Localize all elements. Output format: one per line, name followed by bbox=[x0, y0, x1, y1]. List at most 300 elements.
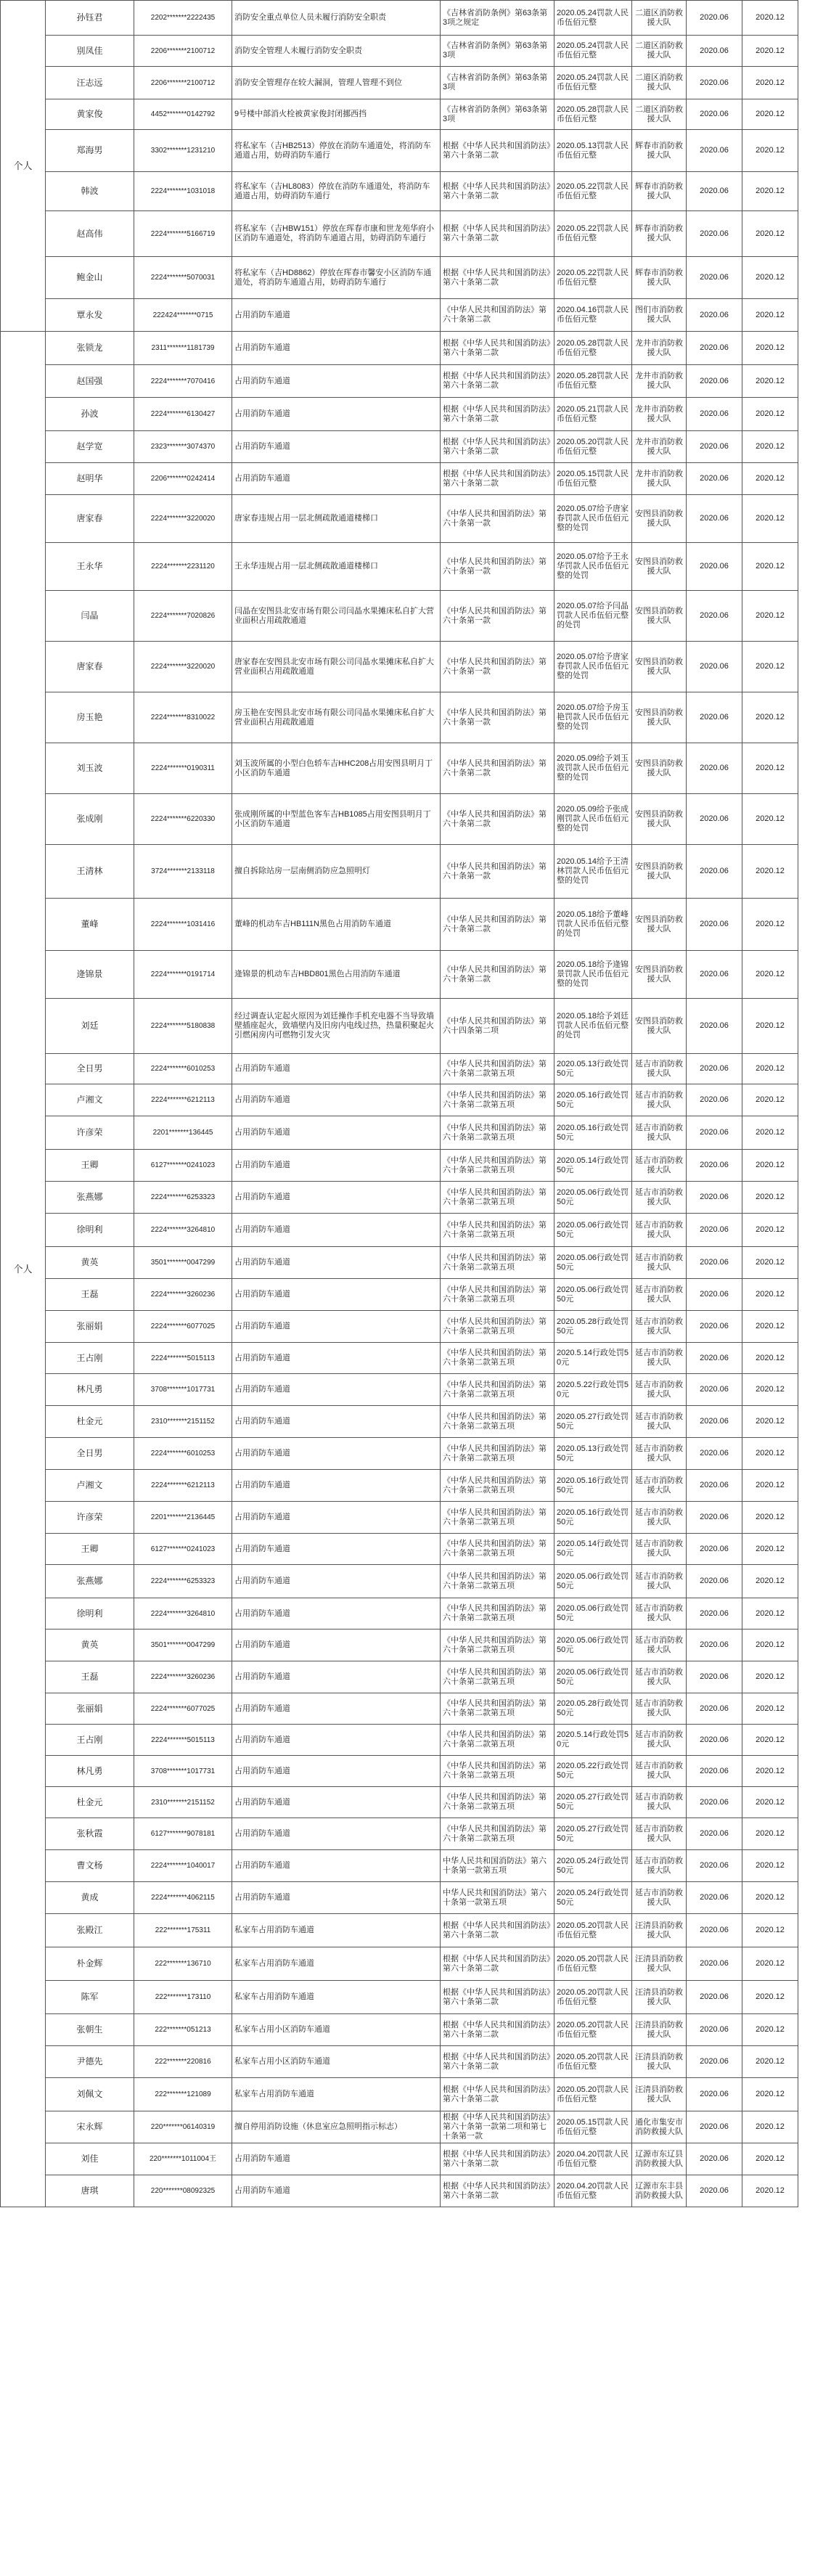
cell-name: 张燕娜 bbox=[46, 1565, 134, 1598]
cell-result: 2020.5.14行政处罚50元 bbox=[554, 1725, 632, 1756]
cell-name: 赵学宽 bbox=[46, 431, 134, 463]
cell-name: 张秋霞 bbox=[46, 1818, 134, 1850]
cell-result: 2020.05.06行政处罚50元 bbox=[554, 1247, 632, 1279]
table-row bbox=[1, 845, 798, 899]
table-row bbox=[1, 642, 798, 692]
cell-d2: 2020.12 bbox=[742, 398, 798, 431]
cell-id: 2224*******6010253 bbox=[134, 1054, 232, 1084]
cell-basis: 《中华人民共和国消防法》第六十条第二款第五项 bbox=[441, 1693, 554, 1725]
cell-d2: 2020.12 bbox=[742, 172, 798, 211]
cell-basis: 根据《中华人民共和国消防法》第六十条第二款 bbox=[441, 2078, 554, 2111]
cell-name: 朴金辉 bbox=[46, 1947, 134, 1981]
table-row bbox=[1, 36, 798, 67]
cell-result: 2020.05.14行政处罚50元 bbox=[554, 1534, 632, 1565]
cell-name: 王磊 bbox=[46, 1661, 134, 1693]
cell-id: 4452*******0142792 bbox=[134, 99, 232, 130]
cell-id: 3708*******1017731 bbox=[134, 1374, 232, 1406]
cell-fact: 占用消防车通道 bbox=[232, 332, 441, 365]
cell-fact: 将私家车（吉HBW151）停放在珲春市康和世龙苑华府小区消防车通道处，将消防车通道占用，妨碍消防车通行 bbox=[232, 211, 441, 257]
cell-org: 二道区消防救援大队 bbox=[632, 67, 687, 99]
cell-d1: 2020.06 bbox=[687, 2046, 742, 2078]
cell-name: 王清林 bbox=[46, 845, 134, 899]
cell-id: 2224*******3260236 bbox=[134, 1279, 232, 1311]
cell-name: 林凡勇 bbox=[46, 1374, 134, 1406]
cell-basis: 《中华人民共和国消防法》第六十条第二款第五项 bbox=[441, 1343, 554, 1374]
cell-fact: 将私家车（吉HL8083）停放在消防车通道处，将消防车通道占用，妨碍消防车通行 bbox=[232, 172, 441, 211]
cell-d2: 2020.12 bbox=[742, 431, 798, 463]
table-row bbox=[1, 743, 798, 794]
cell-d2: 2020.12 bbox=[742, 2078, 798, 2111]
cell-basis: 《中华人民共和国消防法》第六十条第二款第五项 bbox=[441, 1150, 554, 1182]
cell-id: 220*******08092325 bbox=[134, 2175, 232, 2207]
cell-name: 赵国强 bbox=[46, 365, 134, 398]
cell-d1: 2020.06 bbox=[687, 2175, 742, 2207]
cell-org: 汪清县消防救援大队 bbox=[632, 2078, 687, 2111]
cell-d1: 2020.06 bbox=[687, 743, 742, 794]
table-row bbox=[1, 1981, 798, 2014]
cell-result: 2020.05.14给予王清林罚款人民币伍佰元整的处罚 bbox=[554, 845, 632, 899]
cell-name: 全日男 bbox=[46, 1438, 134, 1470]
cell-name: 逄锦景 bbox=[46, 951, 134, 999]
cell-result: 2020.05.18给予董峰罚款人民币伍佰元整的处罚 bbox=[554, 899, 632, 951]
cell-id: 2224*******3264810 bbox=[134, 1598, 232, 1630]
cell-d2: 2020.12 bbox=[742, 1693, 798, 1725]
cell-id: 222*******136710 bbox=[134, 1947, 232, 1981]
cell-result: 2020.05.20罚款人民币伍佰元整 bbox=[554, 2078, 632, 2111]
cell-org: 安图县消防救援大队 bbox=[632, 999, 687, 1054]
cell-d1: 2020.06 bbox=[687, 1502, 742, 1534]
cell-result: 2020.05.06行政处罚50元 bbox=[554, 1598, 632, 1630]
cell-fact: 将私家车（吉HD8862）停放在珲春市馨安小区消防车通道处，将消防车通道占用，妨碍消防车通行 bbox=[232, 257, 441, 299]
cell-basis: 根据《中华人民共和国消防法》第六十条第二款 bbox=[441, 365, 554, 398]
cell-fact: 占用消防车通道 bbox=[232, 1661, 441, 1693]
cell-result: 2020.05.06行政处罚50元 bbox=[554, 1661, 632, 1693]
table-row bbox=[1, 1661, 798, 1693]
cell-name: 杜金元 bbox=[46, 1406, 134, 1438]
cell-id: 2206*******0242414 bbox=[134, 463, 232, 495]
cell-name: 唐家春 bbox=[46, 495, 134, 543]
cell-d1: 2020.06 bbox=[687, 1981, 742, 2014]
cell-d1: 2020.06 bbox=[687, 332, 742, 365]
cell-result: 2020.05.28罚款人民币伍佰元整 bbox=[554, 99, 632, 130]
cell-org: 延吉市消防救援大队 bbox=[632, 1279, 687, 1311]
table-row bbox=[1, 794, 798, 845]
cell-org: 延吉市消防救援大队 bbox=[632, 1182, 687, 1214]
cell-org: 通化市集安市消防救援大队 bbox=[632, 2111, 687, 2143]
cell-result: 2020.05.20罚款人民币伍佰元整 bbox=[554, 2014, 632, 2046]
cell-d2: 2020.12 bbox=[742, 1661, 798, 1693]
table-row bbox=[1, 2175, 798, 2207]
cell-id: 2224*******0190311 bbox=[134, 743, 232, 794]
cell-d2: 2020.12 bbox=[742, 1311, 798, 1343]
cell-result: 2020.5.14行政处罚50元 bbox=[554, 1343, 632, 1374]
table-row bbox=[1, 1406, 798, 1438]
cell-result: 2020.05.15罚款人民币伍佰元整 bbox=[554, 463, 632, 495]
cell-id: 222*******175311 bbox=[134, 1914, 232, 1947]
cell-result: 2020.05.18给予逄锦景罚款人民币伍佰元整的处罚 bbox=[554, 951, 632, 999]
cell-id: 3708*******1017731 bbox=[134, 1756, 232, 1787]
cell-d2: 2020.12 bbox=[742, 463, 798, 495]
cell-org: 辽源市东辽县消防救援大队 bbox=[632, 2143, 687, 2175]
cell-id: 222424*******0715 bbox=[134, 299, 232, 332]
cell-basis: 《中华人民共和国消防法》第六十条第二款第五项 bbox=[441, 1406, 554, 1438]
cell-basis: 《中华人民共和国消防法》第六十条第二款 bbox=[441, 299, 554, 332]
cell-result: 2020.05.15罚款人民币伍佰元整 bbox=[554, 2111, 632, 2143]
cell-org: 延吉市消防救援大队 bbox=[632, 1311, 687, 1343]
cell-org: 延吉市消防救援大队 bbox=[632, 1502, 687, 1534]
cell-basis: 根据《中华人民共和国消防法》第六十条第二款 bbox=[441, 1914, 554, 1947]
table-row bbox=[1, 2014, 798, 2046]
cell-org: 延吉市消防救援大队 bbox=[632, 1247, 687, 1279]
cell-d2: 2020.12 bbox=[742, 1914, 798, 1947]
cell-d2: 2020.12 bbox=[742, 1818, 798, 1850]
cell-name: 全日男 bbox=[46, 1054, 134, 1084]
cell-id: 2206*******2100712 bbox=[134, 67, 232, 99]
table-row bbox=[1, 1756, 798, 1787]
cell-org: 延吉市消防救援大队 bbox=[632, 1374, 687, 1406]
cell-d1: 2020.06 bbox=[687, 1947, 742, 1981]
cell-fact: 占用消防车通道 bbox=[232, 1470, 441, 1502]
cell-org: 延吉市消防救援大队 bbox=[632, 1787, 687, 1818]
cell-basis: 根据《中华人民共和国消防法》第六十条第二款 bbox=[441, 2175, 554, 2207]
cell-result: 2020.05.24罚款人民币伍佰元整 bbox=[554, 67, 632, 99]
cell-fact: 占用消防车通道 bbox=[232, 1279, 441, 1311]
cell-result: 2020.05.24行政处罚50元 bbox=[554, 1850, 632, 1882]
cell-result: 2020.05.22行政处罚50元 bbox=[554, 1756, 632, 1787]
cell-basis: 根据《中华人民共和国消防法》第六十条第一款第二项和第七十条第一款 bbox=[441, 2111, 554, 2143]
cell-result: 2020.05.13行政处罚50元 bbox=[554, 1054, 632, 1084]
cell-d1: 2020.06 bbox=[687, 1693, 742, 1725]
table-row bbox=[1, 1914, 798, 1947]
table-row bbox=[1, 692, 798, 743]
cell-fact: 占用消防车通道 bbox=[232, 1756, 441, 1787]
cell-fact: 唐家春在安图县北安市场有限公司闫晶水果摊床私自扩大营业面积占用疏散通道 bbox=[232, 642, 441, 692]
cell-fact: 擅自拆除站房一层南侧消防应急照明灯 bbox=[232, 845, 441, 899]
cell-d1: 2020.06 bbox=[687, 431, 742, 463]
cell-d2: 2020.12 bbox=[742, 130, 798, 172]
cell-name: 汪志远 bbox=[46, 67, 134, 99]
table-row bbox=[1, 1850, 798, 1882]
cell-d2: 2020.12 bbox=[742, 332, 798, 365]
cell-d2: 2020.12 bbox=[742, 1054, 798, 1084]
table-row bbox=[1, 591, 798, 642]
cell-result: 2020.05.22罚款人民币伍佰元整 bbox=[554, 257, 632, 299]
cell-name: 张殿江 bbox=[46, 1914, 134, 1947]
cell-d1: 2020.06 bbox=[687, 2014, 742, 2046]
cell-id: 2224*******6010253 bbox=[134, 1438, 232, 1470]
cell-d1: 2020.06 bbox=[687, 398, 742, 431]
cell-org: 延吉市消防救援大队 bbox=[632, 1565, 687, 1598]
cell-basis: 《中华人民共和国消防法》第六十条第二款第五项 bbox=[441, 1182, 554, 1214]
cell-org: 安图县消防救援大队 bbox=[632, 845, 687, 899]
cell-id: 2224*******6212113 bbox=[134, 1470, 232, 1502]
cell-basis: 根据《中华人民共和国消防法》第六十条第二款 bbox=[441, 257, 554, 299]
cell-result: 2020.05.06行政处罚50元 bbox=[554, 1182, 632, 1214]
table-row bbox=[1, 1054, 798, 1084]
cell-org: 汪清县消防救援大队 bbox=[632, 1981, 687, 2014]
cell-d1: 2020.06 bbox=[687, 1661, 742, 1693]
cell-basis: 《中华人民共和国消防法》第六十条第二款第五项 bbox=[441, 1756, 554, 1787]
cell-d2: 2020.12 bbox=[742, 2143, 798, 2175]
cell-id: 2310*******2151152 bbox=[134, 1787, 232, 1818]
cell-d2: 2020.12 bbox=[742, 1247, 798, 1279]
cell-d2: 2020.12 bbox=[742, 1438, 798, 1470]
cell-id: 3501*******0047299 bbox=[134, 1630, 232, 1661]
cell-org: 龙井市消防救援大队 bbox=[632, 332, 687, 365]
cell-d1: 2020.06 bbox=[687, 1818, 742, 1850]
cell-id: 6127*******9078181 bbox=[134, 1818, 232, 1850]
cell-d1: 2020.06 bbox=[687, 794, 742, 845]
cell-name: 林凡勇 bbox=[46, 1756, 134, 1787]
cell-name: 刘廷 bbox=[46, 999, 134, 1054]
cell-org: 延吉市消防救援大队 bbox=[632, 1406, 687, 1438]
cell-basis: 根据《中华人民共和国消防法》第六十条第二款 bbox=[441, 172, 554, 211]
cell-id: 2224*******5015113 bbox=[134, 1725, 232, 1756]
cell-basis: 《中华人民共和国消防法》第六十条第二款第五项 bbox=[441, 1116, 554, 1150]
table-row bbox=[1, 1182, 798, 1214]
cell-d1: 2020.06 bbox=[687, 130, 742, 172]
cell-d2: 2020.12 bbox=[742, 211, 798, 257]
cell-fact: 占用消防车通道 bbox=[232, 299, 441, 332]
cell-org: 安图县消防救援大队 bbox=[632, 899, 687, 951]
cell-name: 张燕娜 bbox=[46, 1182, 134, 1214]
cell-result: 2020.05.06行政处罚50元 bbox=[554, 1630, 632, 1661]
cell-d1: 2020.06 bbox=[687, 1850, 742, 1882]
cell-result: 2020.05.20罚款人民币伍佰元整 bbox=[554, 1914, 632, 1947]
cell-fact: 占用消防车通道 bbox=[232, 1406, 441, 1438]
cell-fact: 占用消防车通道 bbox=[232, 1311, 441, 1343]
cell-result: 2020.04.20罚款人民币伍佰元整 bbox=[554, 2143, 632, 2175]
table-row bbox=[1, 332, 798, 365]
cell-id: 6127*******0241023 bbox=[134, 1534, 232, 1565]
cell-basis: 《中华人民共和国消防法》第六十条第二款第五项 bbox=[441, 1534, 554, 1565]
cell-id: 2224*******7070416 bbox=[134, 365, 232, 398]
cell-name: 张成刚 bbox=[46, 794, 134, 845]
cell-id: 2224*******7020826 bbox=[134, 591, 232, 642]
table-row bbox=[1, 899, 798, 951]
cell-result: 2020.05.24罚款人民币伍佰元整 bbox=[554, 1, 632, 36]
table-row bbox=[1, 299, 798, 332]
cell-name: 王磊 bbox=[46, 1279, 134, 1311]
cell-result: 2020.05.14行政处罚50元 bbox=[554, 1150, 632, 1182]
cell-result: 2020.05.27行政处罚50元 bbox=[554, 1406, 632, 1438]
cell-d1: 2020.06 bbox=[687, 951, 742, 999]
cell-org: 龙井市消防救援大队 bbox=[632, 463, 687, 495]
cell-fact: 消防安全重点单位人员未履行消防安全职责 bbox=[232, 1, 441, 36]
table-row bbox=[1, 1470, 798, 1502]
cell-fact: 占用消防车通道 bbox=[232, 1693, 441, 1725]
cell-fact: 占用消防车通道 bbox=[232, 1787, 441, 1818]
table-row bbox=[1, 1116, 798, 1150]
cell-basis: 中华人民共和国消防法》第六十条第一款第五项 bbox=[441, 1882, 554, 1914]
cell-name: 董峰 bbox=[46, 899, 134, 951]
cell-d2: 2020.12 bbox=[742, 2175, 798, 2207]
cell-org: 安图县消防救援大队 bbox=[632, 794, 687, 845]
cell-d1: 2020.06 bbox=[687, 1374, 742, 1406]
cell-name: 覃永发 bbox=[46, 299, 134, 332]
cell-org: 安图县消防救援大队 bbox=[632, 495, 687, 543]
cell-org: 辉春市消防救援大队 bbox=[632, 211, 687, 257]
cell-result: 2020.05.06行政处罚50元 bbox=[554, 1279, 632, 1311]
cell-name: 徐明利 bbox=[46, 1214, 134, 1247]
cell-name: 张丽娟 bbox=[46, 1311, 134, 1343]
cell-name: 赵明华 bbox=[46, 463, 134, 495]
cell-result: 2020.05.20罚款人民币伍佰元整 bbox=[554, 1981, 632, 2014]
cell-fact: 张成刚所属的中型蓝色客车吉HB1085占用安图县明月丁小区消防车通道 bbox=[232, 794, 441, 845]
cell-org: 安图县消防救援大队 bbox=[632, 591, 687, 642]
table-row bbox=[1, 130, 798, 172]
cell-fact: 占用消防车通道 bbox=[232, 1374, 441, 1406]
cell-fact: 占用消防车通道 bbox=[232, 1725, 441, 1756]
cell-basis: 《中华人民共和国消防法》第六十条第二款 bbox=[441, 951, 554, 999]
cell-org: 延吉市消防救援大队 bbox=[632, 1661, 687, 1693]
cell-basis: 《中华人民共和国消防法》第六十条第一款 bbox=[441, 642, 554, 692]
cell-d1: 2020.06 bbox=[687, 1182, 742, 1214]
cell-d2: 2020.12 bbox=[742, 743, 798, 794]
cell-fact: 私家车占用消防车通道 bbox=[232, 1947, 441, 1981]
cell-d2: 2020.12 bbox=[742, 899, 798, 951]
cell-basis: 《中华人民共和国消防法》第六十条第二款第五项 bbox=[441, 1818, 554, 1850]
cell-d2: 2020.12 bbox=[742, 1565, 798, 1598]
cell-name: 徐明利 bbox=[46, 1598, 134, 1630]
cell-fact: 私家车占用小区消防车通道 bbox=[232, 2014, 441, 2046]
table-row bbox=[1, 398, 798, 431]
table-row bbox=[1, 211, 798, 257]
cell-d1: 2020.06 bbox=[687, 1406, 742, 1438]
table-row bbox=[1, 1818, 798, 1850]
cell-result: 2020.05.13罚款人民币伍佰元整 bbox=[554, 130, 632, 172]
cell-id: 2224*******5070031 bbox=[134, 257, 232, 299]
cell-org: 龙井市消防救援大队 bbox=[632, 398, 687, 431]
cell-result: 2020.05.16行政处罚50元 bbox=[554, 1502, 632, 1534]
table-row bbox=[1, 495, 798, 543]
cell-d1: 2020.06 bbox=[687, 299, 742, 332]
cell-org: 辉春市消防救援大队 bbox=[632, 257, 687, 299]
cell-id: 2224*******5180838 bbox=[134, 999, 232, 1054]
cell-fact: 占用消防车通道 bbox=[232, 1598, 441, 1630]
table-row bbox=[1, 463, 798, 495]
cell-id: 2224*******8310022 bbox=[134, 692, 232, 743]
cell-d2: 2020.12 bbox=[742, 1279, 798, 1311]
cell-basis: 《中华人民共和国消防法》第六十条第二款第五项 bbox=[441, 1214, 554, 1247]
cell-org: 延吉市消防救援大队 bbox=[632, 1725, 687, 1756]
cell-d2: 2020.12 bbox=[742, 2111, 798, 2143]
cell-basis: 《中华人民共和国消防法》第六十条第二款第五项 bbox=[441, 1630, 554, 1661]
table-row bbox=[1, 2046, 798, 2078]
table-row bbox=[1, 999, 798, 1054]
cell-basis: 根据《中华人民共和国消防法》第六十条第二款 bbox=[441, 332, 554, 365]
cell-basis: 《中华人民共和国消防法》第六十条第二款第五项 bbox=[441, 1279, 554, 1311]
cell-id: 2201*******136445 bbox=[134, 1116, 232, 1150]
cell-fact: 占用消防车通道 bbox=[232, 1534, 441, 1565]
cell-name: 黄英 bbox=[46, 1630, 134, 1661]
cell-org: 汪清县消防救援大队 bbox=[632, 2046, 687, 2078]
cell-d2: 2020.12 bbox=[742, 1598, 798, 1630]
cell-id: 2224*******5015113 bbox=[134, 1343, 232, 1374]
party-type-cell: 个人 bbox=[1, 1, 46, 332]
cell-d1: 2020.06 bbox=[687, 1630, 742, 1661]
table-row bbox=[1, 1534, 798, 1565]
cell-d1: 2020.06 bbox=[687, 67, 742, 99]
cell-d1: 2020.06 bbox=[687, 2078, 742, 2111]
cell-id: 2202*******2222435 bbox=[134, 1, 232, 36]
cell-id: 2224*******4062115 bbox=[134, 1882, 232, 1914]
cell-name: 曹文杨 bbox=[46, 1850, 134, 1882]
cell-id: 2224*******3260236 bbox=[134, 1661, 232, 1693]
cell-result: 2020.05.28行政处罚50元 bbox=[554, 1693, 632, 1725]
cell-org: 安图县消防救援大队 bbox=[632, 642, 687, 692]
cell-org: 延吉市消防救援大队 bbox=[632, 1214, 687, 1247]
cell-d2: 2020.12 bbox=[742, 1725, 798, 1756]
table-row bbox=[1, 1247, 798, 1279]
cell-org: 延吉市消防救援大队 bbox=[632, 1470, 687, 1502]
cell-name: 赵高伟 bbox=[46, 211, 134, 257]
cell-d1: 2020.06 bbox=[687, 99, 742, 130]
cell-result: 2020.05.20罚款人民币伍佰元整 bbox=[554, 2046, 632, 2078]
cell-id: 2201*******2136445 bbox=[134, 1502, 232, 1534]
cell-basis: 《中华人民共和国消防法》第六十条第二款第五项 bbox=[441, 1565, 554, 1598]
cell-basis: 《吉林省消防条例》第63条第3项 bbox=[441, 99, 554, 130]
cell-id: 2206*******2100712 bbox=[134, 36, 232, 67]
cell-d2: 2020.12 bbox=[742, 1374, 798, 1406]
cell-name: 王永华 bbox=[46, 543, 134, 591]
cell-name: 卢湘文 bbox=[46, 1084, 134, 1116]
cell-result: 2020.05.18给予刘廷罚款人民币伍佰元整的处罚 bbox=[554, 999, 632, 1054]
cell-basis: 《吉林省消防条例》第63条第3项之规定 bbox=[441, 1, 554, 36]
cell-result: 2020.05.27行政处罚50元 bbox=[554, 1818, 632, 1850]
cell-id: 2224*******6212113 bbox=[134, 1084, 232, 1116]
cell-basis: 《中华人民共和国消防法》第六十条第一款 bbox=[441, 543, 554, 591]
table-row bbox=[1, 1502, 798, 1534]
cell-name: 刘佩文 bbox=[46, 2078, 134, 2111]
cell-fact: 占用消防车通道 bbox=[232, 1565, 441, 1598]
cell-id: 220*******1011004王 bbox=[134, 2143, 232, 2175]
cell-org: 延吉市消防救援大队 bbox=[632, 1084, 687, 1116]
cell-org: 延吉市消防救援大队 bbox=[632, 1534, 687, 1565]
cell-name: 宋永辉 bbox=[46, 2111, 134, 2143]
cell-id: 2224*******6130427 bbox=[134, 398, 232, 431]
party-type-cell: 个人 bbox=[1, 332, 46, 2207]
table-row bbox=[1, 1084, 798, 1116]
cell-org: 安图县消防救援大队 bbox=[632, 692, 687, 743]
cell-basis: 《中华人民共和国消防法》第六十条第二款第五项 bbox=[441, 1598, 554, 1630]
table-row bbox=[1, 1693, 798, 1725]
cell-id: 222*******121089 bbox=[134, 2078, 232, 2111]
cell-d1: 2020.06 bbox=[687, 1116, 742, 1150]
cell-name: 鲍金山 bbox=[46, 257, 134, 299]
cell-basis: 《中华人民共和国消防法》第六十四条第二项 bbox=[441, 999, 554, 1054]
cell-basis: 《中华人民共和国消防法》第六十条第二款第五项 bbox=[441, 1438, 554, 1470]
cell-name: 杜金元 bbox=[46, 1787, 134, 1818]
table-row bbox=[1, 1374, 798, 1406]
cell-name: 孙波 bbox=[46, 398, 134, 431]
cell-d1: 2020.06 bbox=[687, 692, 742, 743]
cell-fact: 占用消防车通道 bbox=[232, 1438, 441, 1470]
table-row bbox=[1, 172, 798, 211]
cell-id: 2224*******3264810 bbox=[134, 1214, 232, 1247]
cell-fact: 私家车占用消防车通道 bbox=[232, 1914, 441, 1947]
cell-result: 2020.05.28罚款人民币伍佰元整 bbox=[554, 332, 632, 365]
cell-name: 刘玉波 bbox=[46, 743, 134, 794]
cell-d2: 2020.12 bbox=[742, 2046, 798, 2078]
cell-result: 2020.05.07给予唐家春罚款人民币伍佰元整的处罚 bbox=[554, 495, 632, 543]
cell-org: 龙井市消防救援大队 bbox=[632, 365, 687, 398]
cell-id: 2224*******6253323 bbox=[134, 1565, 232, 1598]
cell-fact: 占用消防车通道 bbox=[232, 2143, 441, 2175]
table-row bbox=[1, 1438, 798, 1470]
cell-name: 王卿 bbox=[46, 1150, 134, 1182]
cell-d2: 2020.12 bbox=[742, 36, 798, 67]
